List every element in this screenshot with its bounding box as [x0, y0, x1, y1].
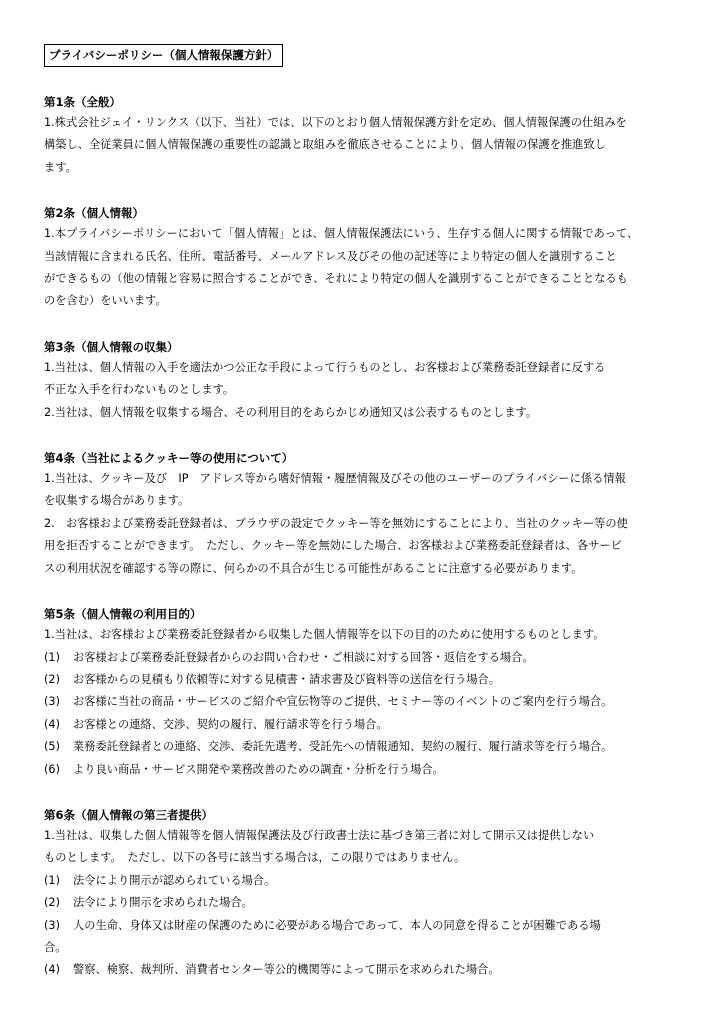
list-item-number: (3)	[44, 918, 60, 932]
paragraph-line: ものとします。 ただし、以下の各号に該当する場合は，この限りではありません。	[44, 851, 466, 865]
list-item-number: (3)	[44, 695, 60, 709]
list-item	[44, 736, 689, 758]
paragraph-line: ができるもの（他の情報と容易に照合することができ、それにより特定の個人を識別することができることとなるも	[44, 272, 628, 286]
list-item-number: (4)	[44, 963, 60, 977]
list-item	[44, 915, 689, 960]
article-heading: 第4条（当社によるクッキー等の使用について）	[44, 451, 294, 466]
list-item-number: (1)	[44, 873, 60, 887]
paragraph-line: 1.本プライバシーポリシーにおいて「個人情報」とは、個人情報保護法にいう、生存する個人に関する情報であって、	[44, 227, 639, 241]
paragraph-line: 1.当社は、お客様および業務委託登録者から収集した個人情報等を以下の目的のために使用するものとします。	[44, 628, 605, 642]
list-item-line: 合。	[44, 940, 67, 954]
list-item	[44, 870, 689, 892]
article-heading: 第3条（個人情報の収集）	[44, 339, 179, 354]
list-item-text: 法令により開示が認められている場合。	[73, 873, 276, 887]
paragraph-line: 2.当社は、個人情報を収集する場合、その利用目的をあらかじめ通知又は公表するものとします。	[44, 405, 538, 419]
list-item	[44, 714, 689, 736]
list-item	[44, 647, 689, 669]
list-item-number: (2)	[44, 672, 60, 686]
list-item	[44, 669, 689, 691]
list-item	[44, 892, 689, 914]
article-heading: 第2条（個人情報）	[44, 206, 145, 221]
article-paragraph	[44, 223, 689, 313]
paragraph-line: 2. お客様および業務委託登録者は、ブラウザの設定でクッキー等を無効にすることにより、当社のクッキー等の使	[44, 516, 628, 530]
article-paragraph	[44, 468, 689, 513]
list-item-text: 人の生命、身体又は財産の保護のために必要がある場合であって、本人の同意を得ることが困難である場	[73, 918, 601, 932]
paragraph-line: のを含む）をいいます。	[44, 294, 167, 308]
list-item	[44, 759, 689, 781]
list-item-number: (1)	[44, 650, 60, 664]
list-item-number: (6)	[44, 762, 60, 776]
list-item	[44, 691, 689, 713]
article-6	[44, 805, 689, 982]
list-item-number: (4)	[44, 717, 60, 731]
article-2	[44, 203, 689, 313]
paragraph-line: 1.当社は、クッキー及び IP アドレス等から嗜好情報・履歴情報及びその他のユーザーのプライバシーに係る情報	[44, 472, 626, 486]
paragraph-line: 構築し、全従業員に個人情報保護の重要性の認識と取組みを徹底させることにより、個人情報の保護を推進致し	[44, 138, 606, 152]
paragraph-line: 1.当社は、個人情報の入手を適法かつ公正な手段によって行うものとし、お客様および業務委託登録者に反する	[44, 360, 606, 374]
privacy-policy-page	[44, 44, 689, 982]
list-item-text: お客様に当社の商品・サービスのご紹介や宣伝物等のご提供、セミナー等のイベントのご案内を行う場合。	[73, 695, 613, 709]
list-item-text: より良い商品・サービス開発や業務改善のための調査・分析を行う場合。	[73, 762, 444, 776]
article-paragraph	[44, 513, 689, 580]
article-5	[44, 604, 689, 781]
list-item-line	[44, 915, 689, 937]
article-paragraph	[44, 357, 689, 402]
paragraph-line: 1.当社は、収集した個人情報等を個人情報保護法及び行政書士法に基づき第三者に対して開示又は提供しない	[44, 828, 595, 842]
paragraph-line: 当該情報に含まれる氏名、住所、電話番号、メールアドレス及びその他の記述等により特定の個人を識別すること	[44, 249, 617, 263]
list-item-number: (5)	[44, 740, 60, 754]
paragraph-line: 1.株式会社ジェイ・リンクス（以下、当社）では、以下のとおり個人情報保護方針を定め、個人情報保護の仕組みを	[44, 116, 627, 129]
paragraph-line: 用を拒否することができます。 ただし、クッキー等を無効にした場合、お客様および業務委託登録者は、各サービ	[44, 539, 622, 553]
article-heading: 第6条（個人情報の第三者提供）	[44, 807, 213, 822]
article-paragraph	[44, 112, 689, 179]
list-item-text: お客様からの見積もり依頼等に対する見積書・請求書及び資料等の送信を行う場合。	[73, 672, 501, 686]
paragraph-line: を収集する場合があります。	[44, 494, 190, 508]
list-item-text: お客様および業務委託登録者からのお問い合わせ・ご相談に対する回答・返信をする場合。	[73, 650, 534, 664]
list-item-text: 法令により開示を求められた場合。	[73, 896, 253, 910]
article-paragraph	[44, 624, 689, 646]
article-paragraph	[44, 402, 689, 424]
list-item-text: 警察、検察、裁判所、消費者センター等公的機関等によって開示を求められた場合。	[73, 963, 500, 977]
list-item	[44, 959, 689, 981]
document-title: プライバシーポリシー（個人情報保護方針）	[44, 44, 283, 67]
paragraph-line: ます。	[44, 160, 77, 174]
article-heading: 第5条（個人情報の利用目的）	[44, 607, 202, 622]
article-1	[44, 92, 689, 179]
paragraph-line: 不正な入手を行わないものとします。	[44, 383, 235, 397]
paragraph-line: スの利用状況を確認する等の際に、何らかの不具合が生じる可能性があることに注意する必要があります。	[44, 561, 583, 575]
article-3	[44, 337, 689, 424]
list-item-number: (2)	[44, 896, 60, 910]
list-item-text: 業務委託登録者との連絡、交渉、委託先選考、受託先への情報通知、契約の履行、履行請求等を行う場合。	[73, 740, 613, 754]
list-item-text: お客様との連絡、交渉、契約の履行、履行請求等を行う場合。	[73, 717, 388, 731]
article-4	[44, 448, 689, 580]
article-paragraph	[44, 825, 689, 870]
article-heading: 第1条（全般）	[44, 95, 122, 109]
